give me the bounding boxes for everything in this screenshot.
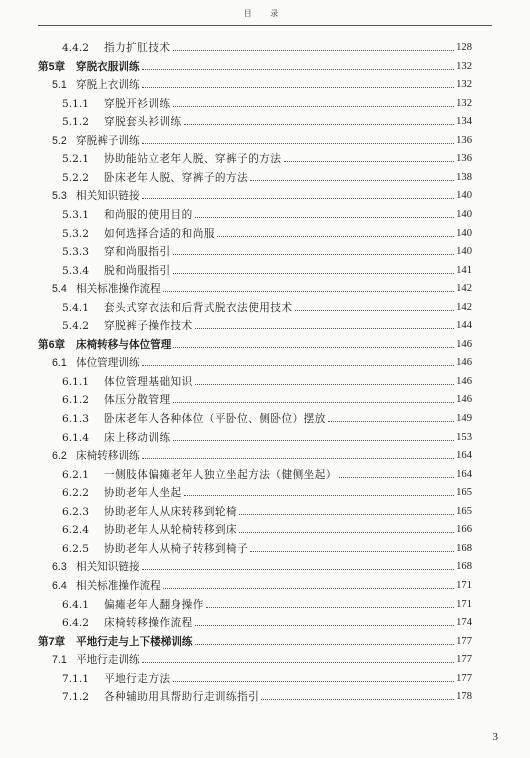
toc-entry-number: 7.1.2 [62, 691, 89, 704]
toc-entry-number: 6.1.3 [62, 413, 89, 425]
toc-entry [38, 630, 472, 648]
toc-entry-page: 171 [456, 579, 472, 591]
dot-leader [217, 236, 454, 237]
toc-entry-page: 132 [456, 97, 472, 109]
dot-leader [184, 495, 454, 496]
dot-leader [173, 50, 455, 51]
toc-entry-number: 5.1 [52, 79, 67, 92]
toc-entry-page: 128 [456, 42, 472, 53]
toc-entry-number: 6.4.1 [62, 598, 89, 611]
toc-entry-title: 协助老年人从椅子转移到椅子 [104, 542, 249, 555]
toc-entry-page: 136 [456, 134, 472, 146]
toc-entry-number: 4.4.2 [62, 42, 89, 54]
dot-leader [195, 625, 454, 626]
toc-entry-title: 相关知识链接 [76, 561, 140, 574]
toc-entry [62, 463, 472, 481]
toc-entry-number: 6.4.2 [62, 617, 89, 630]
toc-entry-number: 6.2 [52, 450, 67, 463]
toc-entry-number: 5.4.2 [62, 320, 89, 333]
toc-entry-title: 和尚服的使用目的 [104, 208, 193, 221]
toc-entry [62, 203, 472, 221]
toc-entry-page: 164 [456, 468, 472, 480]
dot-leader [239, 514, 454, 515]
toc-entry [62, 426, 472, 444]
toc-entry-title: 体压分散管理 [104, 394, 171, 407]
dot-leader [163, 291, 454, 292]
toc-entry [62, 296, 472, 314]
toc-entry-title: 协助老年人从床转移到轮椅 [104, 505, 238, 518]
toc-entry [62, 314, 472, 332]
toc-entry-page: 140 [456, 246, 472, 258]
dot-leader [195, 328, 454, 329]
dot-leader [173, 402, 455, 403]
toc-entry [52, 184, 472, 202]
toc-entry-title: 协助老年人坐起 [104, 487, 182, 500]
toc-entry-title: 卧床老年人各种体位（平卧位、侧卧位）摆放 [104, 413, 326, 425]
toc-entry-number: 7.1 [52, 654, 67, 667]
toc-entry-page: 153 [456, 431, 472, 443]
dot-leader [142, 569, 455, 570]
toc-entry [52, 444, 472, 462]
toc-entry [62, 240, 472, 258]
toc-entry [52, 574, 472, 592]
toc-entry-page: 165 [456, 487, 472, 499]
toc-entry [52, 648, 472, 666]
toc-entry-title: 相关标准操作流程 [76, 579, 161, 592]
toc-entry-title: 相关标准操作流程 [76, 283, 161, 296]
toc-entry-page: 177 [456, 635, 472, 647]
dot-leader [142, 365, 455, 366]
toc-entry-page: 166 [456, 524, 472, 536]
toc-entry [62, 500, 472, 518]
dot-leader [142, 143, 455, 144]
toc-entry-title: 平地行走训练 [76, 654, 140, 667]
page-number: 3 [492, 731, 498, 743]
toc-entry-title: 脱和尚服指引 [104, 264, 171, 277]
toc-entry [62, 388, 472, 406]
dot-leader [163, 588, 454, 589]
toc-entry-title: 穿脱开衫训练 [104, 97, 171, 110]
toc-entry-page: 142 [456, 283, 472, 295]
toc-entry-title: 体位管理训练 [76, 357, 140, 370]
toc-entry-number: 6.2.4 [62, 524, 89, 537]
dot-leader [261, 699, 454, 700]
toc-entry-number: 6.1.1 [62, 375, 89, 388]
toc-entry [62, 407, 472, 425]
toc-entry-title: 床椅转移与体位管理 [76, 338, 172, 351]
toc-entry-number: 第5章 [38, 60, 66, 73]
toc-entry-page: 141 [456, 264, 472, 276]
running-header: 目 录 [243, 9, 287, 18]
toc-entry-page: 140 [456, 208, 472, 220]
toc-entry-title: 一侧肢体偏瘫老年人独立坐起方法（健侧坐起） [104, 468, 337, 481]
toc-entry-page: 146 [456, 375, 472, 387]
toc-entry-page: 144 [456, 320, 472, 332]
toc-entry-page: 136 [456, 153, 472, 165]
dot-leader [142, 662, 455, 663]
toc-entry [62, 92, 472, 110]
toc-entry [62, 611, 472, 629]
dot-leader [173, 440, 455, 441]
toc-entry-page: 140 [456, 227, 472, 239]
toc-entry-page: 177 [456, 672, 472, 684]
dot-leader [295, 310, 455, 311]
toc-entry [52, 555, 472, 573]
toc-entry-title: 如何选择合适的和尚服 [104, 227, 215, 240]
dot-leader [173, 347, 454, 348]
dot-leader [173, 254, 455, 255]
toc-entry [38, 333, 472, 351]
dot-leader [142, 198, 455, 199]
toc-entry-number: 5.2 [52, 134, 67, 147]
toc-entry-number: 6.4 [52, 579, 67, 592]
toc-entry-number: 5.3.1 [62, 208, 89, 221]
toc-entry-number: 5.3.2 [62, 227, 89, 240]
dot-leader [173, 106, 455, 107]
toc-entry-number: 6.2.2 [62, 487, 89, 500]
toc-entry [62, 166, 472, 184]
toc-entry-title: 各种辅助用具帮助行走训练指引 [104, 691, 260, 704]
toc-entry-page: 168 [456, 542, 472, 554]
toc-entry [38, 55, 472, 73]
toc-entry-page: 174 [456, 617, 472, 629]
toc-entry-number: 5.2.1 [62, 153, 89, 166]
toc-entry-number: 6.2.3 [62, 505, 89, 518]
toc-entry-page: 138 [456, 171, 472, 183]
toc-entry-number: 第7章 [38, 635, 66, 648]
toc-entry-page: 132 [456, 60, 472, 72]
toc-entry-number: 6.3 [52, 561, 67, 574]
toc-entry-number: 6.1.4 [62, 431, 89, 444]
toc-entry [62, 36, 472, 54]
toc-entry-title: 指力扩肛技术 [104, 42, 171, 54]
dot-leader [195, 384, 454, 385]
toc-entry-title: 偏瘫老年人翻身操作 [104, 598, 204, 611]
toc-entry-page: 149 [456, 413, 472, 424]
dot-leader [250, 180, 454, 181]
toc-entry-title: 穿脱裤子操作技术 [104, 320, 193, 333]
toc-entry-page: 132 [456, 79, 472, 91]
dot-leader [142, 69, 455, 70]
toc-entry-page: 134 [456, 116, 472, 128]
toc-entry-number: 6.1.2 [62, 394, 89, 407]
toc-entry [62, 667, 472, 685]
toc-entry-number: 5.3 [52, 190, 67, 203]
toc-entry [62, 593, 472, 611]
toc-entry-title: 相关知识链接 [76, 190, 140, 203]
dot-leader [239, 532, 454, 533]
dot-leader [195, 644, 455, 645]
toc-entry-number: 5.4.1 [62, 301, 89, 314]
toc-entry-number: 5.3.4 [62, 264, 89, 277]
dot-leader [184, 124, 454, 125]
toc-entry-number: 6.1 [52, 357, 67, 370]
toc-entry [62, 537, 472, 555]
toc-entry-page: 171 [456, 598, 472, 610]
dot-leader [284, 161, 455, 162]
dot-leader [206, 607, 454, 608]
dot-leader [173, 273, 455, 274]
toc-entry-number: 6.2.1 [62, 468, 89, 481]
dot-leader [339, 477, 454, 478]
toc-entry-number: 5.2.2 [62, 171, 89, 184]
toc-entry-page: 146 [456, 394, 472, 406]
toc-entry-title: 床椅转移操作流程 [104, 617, 193, 630]
toc-entry [62, 370, 472, 388]
toc-entry-page: 146 [456, 357, 472, 369]
toc-entry-title: 体位管理基础知识 [104, 375, 193, 388]
toc-entry-title: 平地行走与上下楼梯训练 [76, 635, 193, 648]
toc-entry [52, 73, 472, 91]
toc-entry-page: 140 [456, 190, 472, 202]
toc-entry-title: 床上移动训练 [104, 431, 171, 444]
dot-leader [142, 87, 455, 88]
toc-entry [62, 259, 472, 277]
dot-leader [173, 681, 455, 682]
toc-entry-title: 床椅转移训练 [76, 450, 140, 463]
dot-leader [328, 421, 454, 422]
toc-entry [62, 110, 472, 128]
toc-entry-title: 协助能站立老年人脱、穿裤子的方法 [104, 153, 282, 166]
toc-entry [52, 277, 472, 295]
toc-entry-number: 5.1.1 [62, 97, 89, 110]
toc-entry-page: 168 [456, 561, 472, 573]
toc-entry-title: 穿脱裤子训练 [76, 134, 140, 147]
toc-entry-page: 164 [456, 450, 472, 462]
toc-entry [62, 147, 472, 165]
toc-entry [62, 222, 472, 240]
toc-entry-page: 178 [456, 691, 472, 703]
dot-leader [195, 217, 454, 218]
dot-leader [142, 458, 455, 459]
toc-entry-page: 142 [456, 301, 472, 313]
toc-entry-title: 穿脱套头衫训练 [104, 116, 182, 129]
toc-entry-number: 6.2.5 [62, 542, 89, 555]
toc-entry [52, 129, 472, 147]
toc-entry-title: 穿脱衣服训练 [76, 60, 140, 73]
toc-entry [62, 518, 472, 536]
toc-entry-page: 177 [456, 654, 472, 666]
toc-entry [62, 481, 472, 499]
toc-entry-title: 平地行走方法 [104, 672, 171, 685]
toc-entry-page: 165 [456, 505, 472, 517]
toc-entry-title: 穿和尚服指引 [104, 246, 171, 259]
toc-entry-number: 5.4 [52, 283, 67, 296]
toc-entry-title: 穿脱上衣训练 [76, 79, 140, 92]
toc-entry-number: 5.1.2 [62, 116, 89, 129]
toc-entry-number: 第6章 [38, 338, 66, 351]
toc-entry-number: 7.1.1 [62, 672, 89, 685]
toc-entry [62, 685, 472, 703]
toc-entry-title: 套头式穿衣法和后背式脱衣法使用技术 [104, 301, 293, 314]
toc-entry-number: 5.3.3 [62, 246, 89, 259]
toc-entry [52, 351, 472, 369]
dot-leader [250, 551, 454, 552]
toc-entry-title: 协助老年人从轮椅转移到床 [104, 524, 238, 537]
toc-entry-page: 146 [456, 338, 472, 350]
toc-entry-title: 卧床老年人脱、穿裤子的方法 [104, 171, 249, 184]
